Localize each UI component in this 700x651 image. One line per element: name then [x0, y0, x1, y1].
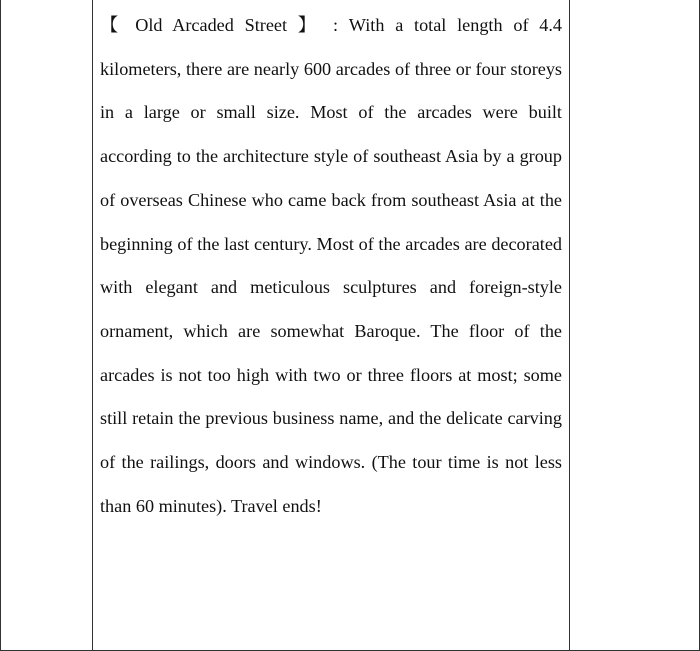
title-open-bracket: 【 — [100, 15, 125, 35]
title-close-bracket: 】 — [297, 15, 323, 35]
column-divider-left — [92, 0, 93, 650]
middle-cell-text — [100, 4, 562, 528]
column-divider-right — [569, 0, 570, 650]
section-body: : With a total length of 4.4 kilometers, there are nearly 600 arcades of three or four storeys in a large or small size. Most of the arcades were built according to the architecture style of southeast Asia by a group of overseas Chinese who came back from southeast Asia at the beginning of the last century. Most of the arcades are decorated with elegant and meticulous sculptures and foreign-style ornament, which are somewhat Baroque. The floor of the arcades is not too high with two or three floors at most; some still retain the previous business name, and the delicate carving of the railings, doors and windows. (The tour time is not less than 60 minutes). Travel ends! — [100, 15, 562, 516]
section-title: Old Arcaded Street — [135, 15, 288, 35]
